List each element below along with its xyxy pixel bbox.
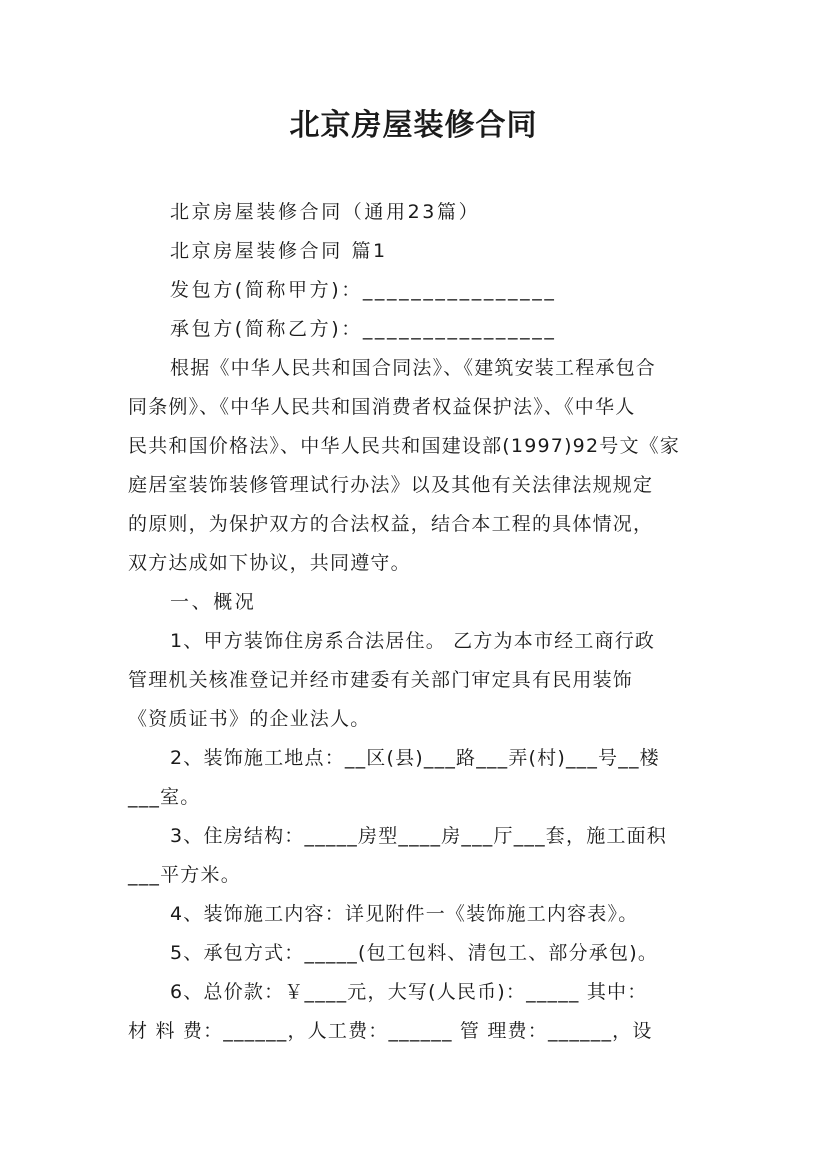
paragraph-line: 民共和国价格法》、中华人民共和国建设部(1997)92号文《家 <box>128 435 681 457</box>
clause-line: 3、住房结构：_____房型____房___厅___套，施工面积 <box>170 825 667 847</box>
document-title: 北京房屋装修合同 <box>289 108 538 143</box>
clause-line: 管理机关核准登记并经市建委有关部门审定具有民用装饰 <box>128 669 634 691</box>
paragraph-line: 同条例》、《中华人民共和国消费者权益保护法》、《中华人 <box>128 396 636 418</box>
clause-line: 《资质证书》的企业法人。 <box>128 708 371 730</box>
section-heading-overview: 一、概况 <box>170 591 257 613</box>
party-a-line: 发包方(简称甲方)：________________ <box>170 279 557 301</box>
clause-line: 2、装饰施工地点：__区(县)___路___弄(村)___号__楼 <box>170 747 660 769</box>
clause-line: 1、甲方装饰住房系合法居住。 乙方为本市经工商行政 <box>170 630 656 652</box>
clause-line: 6、总价款：￥____元，大写(人民币)：_____ 其中： <box>170 981 648 1003</box>
clause-line: 4、装饰施工内容：详见附件一《装饰施工内容表》。 <box>170 903 639 925</box>
clause-line: ___平方米。 <box>128 864 241 886</box>
paragraph-line: 双方达成如下协议，共同遵守。 <box>128 552 411 574</box>
paragraph-line: 根据《中华人民共和国合同法》、《建筑安装工程承包合 <box>170 357 657 379</box>
clause-line: ___室。 <box>128 786 201 808</box>
clause-line: 材 料 费：______，人工费：______ 管 理费：______，设 <box>128 1020 653 1042</box>
paragraph-line: 的原则，为保护双方的合法权益，结合本工程的具体情况， <box>128 513 654 535</box>
section-heading: 北京房屋装修合同 篇1 <box>170 240 388 262</box>
paragraph-line: 庭居室装饰装修管理试行办法》以及其他有关法律法规规定 <box>128 474 654 496</box>
subtitle-line: 北京房屋装修合同（通用23篇） <box>170 201 481 223</box>
clause-line: 5、承包方式：_____(包工包料、清包工、部分承包)。 <box>170 942 659 964</box>
party-b-line: 承包方(简称乙方)：________________ <box>170 318 557 340</box>
